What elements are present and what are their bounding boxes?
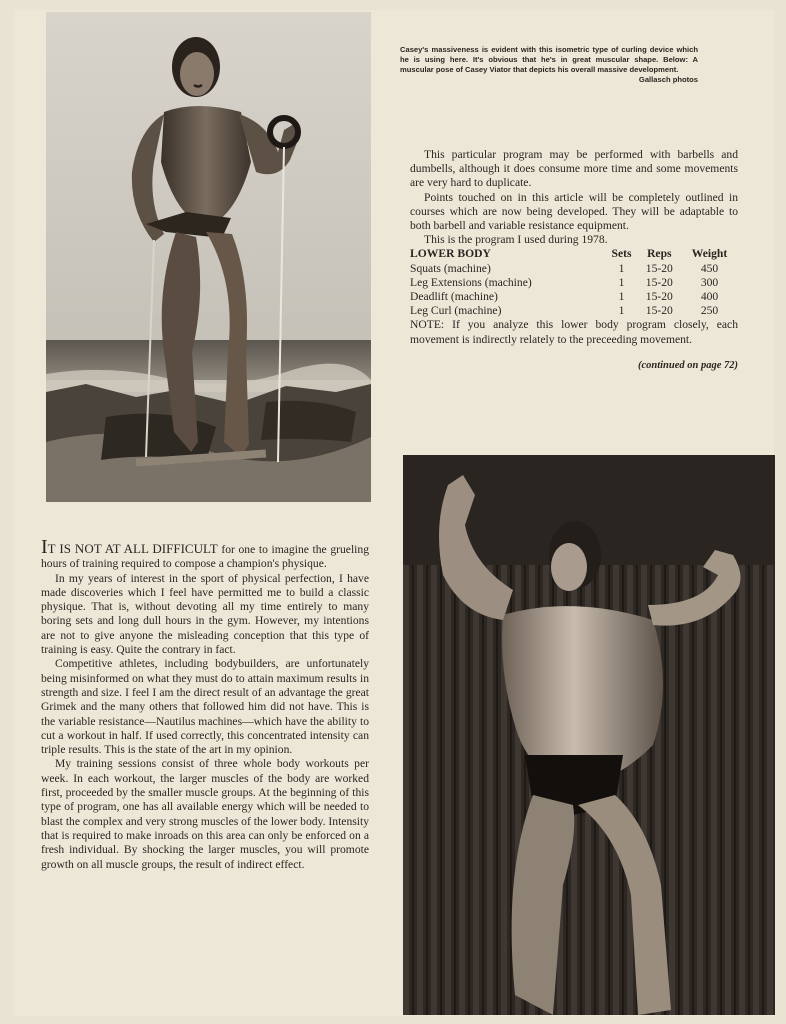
table-row (410, 304, 738, 318)
continued-link: (continued on page 72) (637, 359, 738, 371)
program-header-row (410, 247, 738, 261)
exercise-reps: 15-20 (645, 304, 673, 318)
lead-initial: I (41, 536, 48, 558)
program-note: NOTE: If you analyze this lower body program closely, each movement is indirectly relately to the preceeding movement. (410, 318, 738, 346)
exercise-name: Deadlift (machine) (410, 290, 498, 304)
photo-double-biceps (403, 455, 775, 1015)
header-sets: Sets (611, 247, 632, 261)
table-row (410, 290, 738, 304)
exercise-weight: 400 (700, 290, 719, 304)
exercise-name: Squats (machine) (410, 261, 491, 275)
exercise-sets: 1 (618, 304, 625, 318)
caption-text: Casey's massiveness is evident with this isometric type of curling device which he is using here. It's obvious that he's in great muscular shape. Below: A muscular pose of Casey Viator that depicts his overall massive development. (400, 45, 698, 74)
exercise-name: Leg Extensions (machine) (410, 275, 532, 289)
exercise-weight: 300 (700, 275, 719, 289)
photo-beach-curl (46, 12, 371, 502)
exercise-sets: 1 (618, 290, 625, 304)
right-paragraph-2: Points touched on in this article will be completely outlined in courses which are now being developed. They will be adaptable to both barbell and variable resistance equipment. (410, 190, 738, 233)
table-row (410, 262, 738, 276)
photo-caption (400, 45, 698, 85)
lead-smallcaps: T IS NOT AT ALL DIFFICULT (47, 541, 218, 556)
header-weight: Weight (691, 247, 728, 261)
left-paragraph-1: In my years of interest in the sport of physical perfection, I have made discoveries which I feel have permitted me to build a classic physique. That is, without devoting all my time entirely to many boring sets and long dull hours in the gym. However, my intentions are not to give anyone the misleading conception that this type of training is easy. Quite the contrary in fact. (41, 571, 369, 657)
left-column (41, 536, 369, 872)
lead-rest: for one to imagine the grueling hours of training required to compose a champion's physique. (41, 543, 369, 571)
program-table (410, 247, 738, 318)
photo-credit: Gallasch photos (638, 75, 698, 84)
exercise-reps: 15-20 (645, 290, 673, 304)
exercise-sets: 1 (618, 261, 625, 275)
header-reps: Reps (647, 247, 672, 261)
right-column (410, 148, 738, 373)
left-paragraph-3: My training sessions consist of three whole body workouts per week. In each workout, the larger muscles of the body are worked first, proceeded by the smaller muscle groups. At the beginning of this type of program, one has all available energy which will be needed to blast the complex and very strong muscles of the lower body. Intensity that is required to make inroads on this area can only be enforced on a fresh individual. By shocking the larger muscles, you will promote growth on all muscle groups, the result of indirect effect. (41, 757, 369, 871)
exercise-reps: 15-20 (645, 261, 673, 275)
exercise-weight: 250 (700, 304, 719, 318)
lead-paragraph (41, 536, 369, 572)
right-paragraph-3: This is the program I used during 1978. (424, 233, 608, 247)
exercise-sets: 1 (618, 275, 625, 289)
header-lower-body: LOWER BODY (410, 247, 491, 261)
right-paragraph-1: This particular program may be performed with barbells and dumbells, although it does consume more time and some movements are very hard to duplicate. (410, 148, 738, 190)
exercise-name: Leg Curl (machine) (410, 304, 502, 318)
table-row (410, 276, 738, 290)
exercise-weight: 450 (700, 261, 719, 275)
exercise-reps: 15-20 (645, 275, 673, 289)
left-paragraph-2: Competitive athletes, including bodybuilders, are unfortunately being misinformed on what they must do to attain maximum results in strength and size. I feel I am the direct result of an advantage the great Grimek and the many others that followed him did not have. This is the variable resistance—Nautilus machines—which have the ability to cut a workout in half. If used correctly, this concentrated intensity can triple results. This is the state of the art in my opinion. (41, 657, 369, 757)
